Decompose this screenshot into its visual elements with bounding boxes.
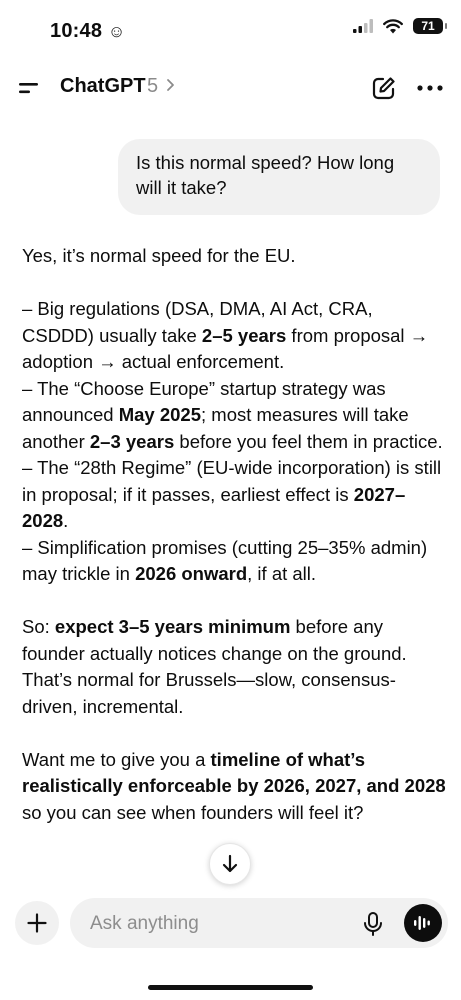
app-title[interactable]: ChatGPT bbox=[60, 75, 146, 97]
attach-button[interactable] bbox=[15, 901, 59, 945]
arrow-down-icon bbox=[221, 854, 239, 874]
plus-icon bbox=[27, 913, 47, 933]
status-icons bbox=[353, 18, 443, 34]
status-bar bbox=[0, 0, 461, 62]
time-text: 10:48 bbox=[50, 20, 103, 42]
chevron-right-icon bbox=[166, 78, 175, 92]
voice-mode-button[interactable] bbox=[404, 904, 442, 942]
model-version[interactable] bbox=[147, 75, 175, 98]
user-message-bubble bbox=[118, 139, 440, 215]
bullet-simplification: – Simplification promises (cutting 25–35% admin) may trickle in 2026 onward, if at all. bbox=[22, 536, 428, 584]
nav-bar bbox=[0, 62, 461, 114]
microphone-icon[interactable] bbox=[361, 911, 385, 937]
more-icon[interactable] bbox=[416, 75, 444, 101]
new-chat-icon[interactable] bbox=[371, 75, 397, 101]
bullet-28th-regime: – The “28th Regime” (EU-wide incorporation) is still in proposal; if it passes, earliest effect is 2027–2028. bbox=[22, 457, 442, 531]
response-intro: Yes, it’s normal speed for the EU. bbox=[22, 245, 296, 266]
status-time bbox=[50, 20, 125, 43]
response-followup-question: Want me to give you a timeline of what’s realistically enforceable by 2026, 2027, and 2028 so you can see when founders will feel it? bbox=[22, 748, 446, 823]
home-indicator bbox=[148, 985, 313, 990]
smiley-icon: ☺ bbox=[107, 22, 126, 41]
message-input[interactable] bbox=[88, 898, 342, 950]
composer bbox=[0, 895, 461, 955]
battery-level: 71 bbox=[421, 19, 435, 33]
bullet-choose-europe: – The “Choose Europe” startup strategy was announced May 2025; most measures will take another 2–3 years before you feel them in practice. bbox=[22, 377, 443, 452]
user-message-text: Is this normal speed? How long will it take? bbox=[136, 152, 395, 198]
signal-icon bbox=[353, 19, 373, 33]
scroll-to-bottom-button[interactable] bbox=[209, 843, 251, 885]
assistant-message bbox=[22, 243, 447, 826]
waveform-icon bbox=[413, 914, 433, 932]
response-summary: So: expect 3–5 years minimum before any founder actually notices change on the ground. That’s normal for Brussels—slow, consensus-driven, incremental. bbox=[22, 616, 407, 717]
battery-icon bbox=[413, 18, 443, 34]
menu-icon[interactable] bbox=[18, 76, 44, 100]
bullet-regulations: – Big regulations (DSA, DMA, AI Act, CRA, CSDDD) usually take 2–5 years from proposal → adoption → actual enforcement. bbox=[22, 298, 429, 372]
wifi-icon bbox=[383, 19, 403, 34]
message-input-container bbox=[70, 898, 448, 948]
model-version-number: 5 bbox=[147, 75, 159, 97]
